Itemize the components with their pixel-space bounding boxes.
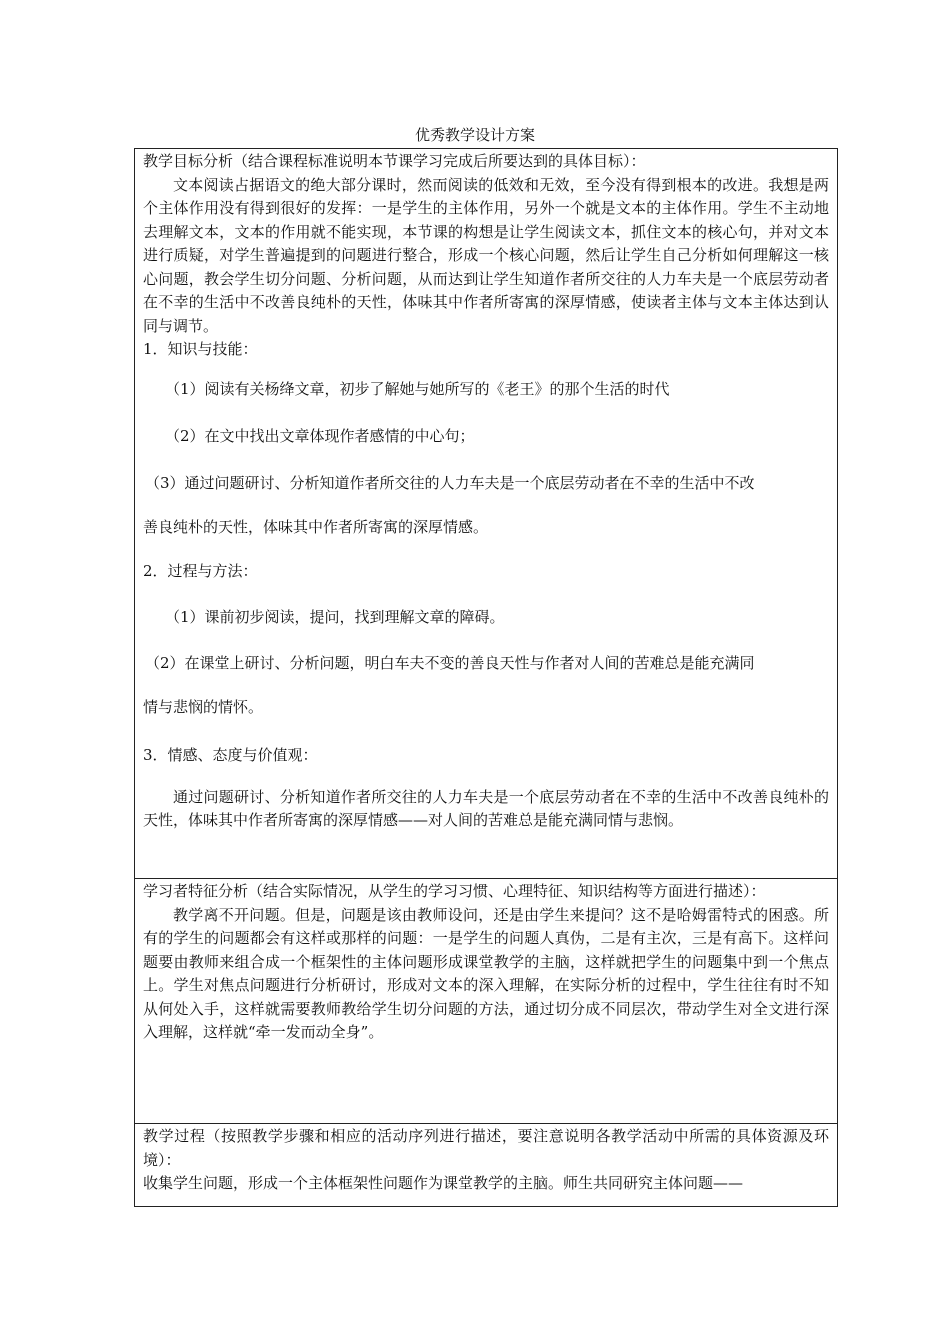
learners-text: 教学离不开问题。但是，问题是该由教师设问，还是由学生来提问？这不是哈姆雷特式的困惑。所有的学生的问题都会有这样或那样的问题：一是学生的问题人真伪，二是有主次，三是有高下。这样问题要由教师来组合成一个框架性的主体问题形成课堂教学的主脑，这样就把学生的问题集中到一个焦点上。学生对焦点问题进行分析研讨，形成对文本的深入理解，在实际分析的过程中，学生往往有时不知从何处入手，这样就需要教师教给学生切分问题的方法，通过切分成不同层次，带动学生对全文进行深入理解，这样就“牵一发而动全身”。 — [143, 905, 829, 1041]
learners-heading: 学习者特征分析（结合实际情况，从学生的学习习惯、心理特征、知识结构等方面进行描述）： — [143, 882, 766, 900]
process-item-2-line-2: 情与悲悯的情怀。 — [143, 697, 264, 716]
learners-section — [135, 878, 837, 1123]
process-item-1: （1）课前初步阅读，提问，找到理解文章的障碍。 — [165, 607, 505, 626]
emotion-heading: 3．情感、态度与价值观： — [143, 745, 318, 764]
knowledge-heading: 1．知识与技能： — [143, 340, 258, 358]
objectives-heading: 教学目标分析（结合课程标准说明本节课学习完成后所要达到的具体目标）： — [143, 152, 646, 170]
knowledge-item-1: （1）阅读有关杨绛文章，初步了解她与她所写的《老王》的那个生活的时代 — [165, 379, 670, 398]
objectives-section — [135, 149, 837, 878]
process-item-2-line-1: （2）在课堂上研讨、分析问题，明白车夫不变的善良天性与作者对人间的苦难总是能充满同 — [145, 653, 755, 672]
document-title: 优秀教学设计方案 — [414, 126, 535, 144]
process-method-heading: 2．过程与方法： — [143, 561, 258, 580]
knowledge-item-3-line-2: 善良纯朴的天性，体味其中作者所寄寓的深厚情感。 — [143, 517, 489, 536]
process-heading: 教学过程（按照教学步骤和相应的活动序列进行描述，要注意说明各教学活动中所需的具体资源及环境）： — [143, 1127, 829, 1169]
knowledge-item-3-line-1: （3）通过问题研讨、分析知道作者所交往的人力车夫是一个底层劳动者在不幸的生活中不改 — [145, 473, 755, 492]
process-text: 收集学生问题，形成一个主体框架性问题作为课堂教学的主脑。师生共同研究主体问题—— — [143, 1174, 744, 1192]
lesson-plan-table — [134, 148, 838, 1207]
knowledge-item-2: （2）在文中找出文章体现作者感情的中心句； — [165, 426, 475, 445]
process-section — [135, 1123, 837, 1206]
emotion-text: 通过问题研讨、分析知道作者所交往的人力车夫是一个底层劳动者在不幸的生活中不改善良纯朴的天性，体味其中作者所寄寓的深厚情感——对人间的苦难总是能充满同情与悲悯。 — [143, 787, 829, 829]
objectives-intro: 文本阅读占据语文的绝大部分课时，然而阅读的低效和无效，至今没有得到根本的改进。我想是两个主体作用没有得到很好的发挥：一是学生的主体作用，另外一个就是文本的主体作用。学生不主动地去理解文本，文本的作用就不能实现，本节课的构想是让学生阅读文本，抓住文本的核心句，并对文本进行质疑，对学生普遍提到的问题进行整合，形成一个核心问题，然后让学生自己分析如何理解这一核心问题，教会学生切分问题、分析问题，从而达到让学生知道作者所交往的人力车夫是一个底层劳动者在不幸的生活中不改善良纯朴的天性，体味其中作者所寄寓的深厚情感，使读者主体与文本主体达到认同与调节。 — [143, 175, 829, 335]
